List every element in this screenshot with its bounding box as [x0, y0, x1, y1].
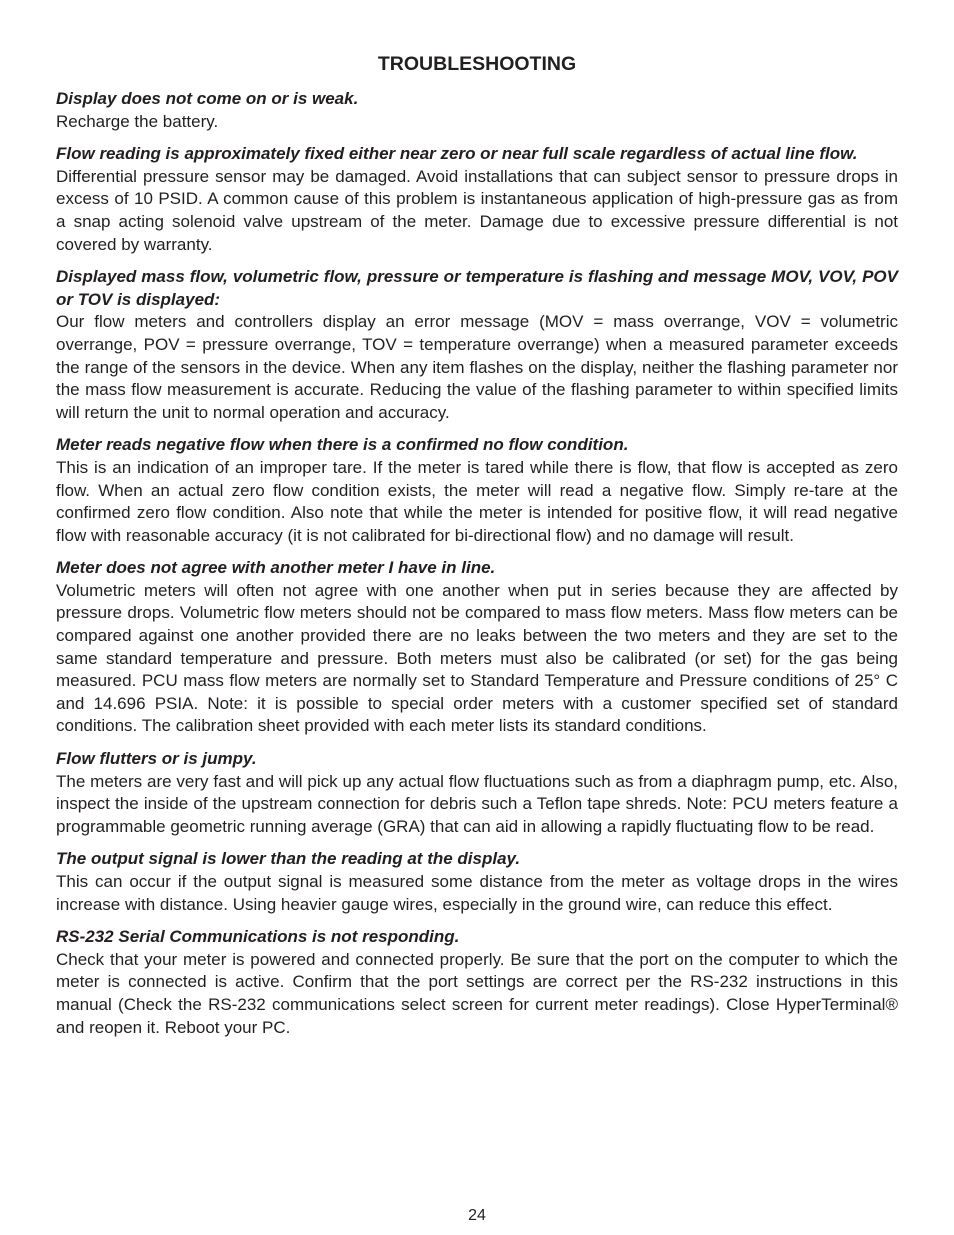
section-question: Displayed mass flow, volumetric flow, pressure or temperature is flashing and message MOV, VOV, POV or TOV is displayed:	[56, 267, 898, 309]
page-title: TROUBLESHOOTING	[377, 53, 577, 75]
page-number: 24	[468, 1207, 486, 1224]
section-answer: Recharge the battery.	[56, 111, 219, 131]
section-answer: Our flow meters and controllers display an error message (MOV = mass overrange, VOV = volumetric overrange, POV = pressure overrange, TOV = temperature overrange) when a measured parameter exceeds the range of the sensors in the device. When any item flashes on the display, neither the flashing parameter nor the mass flow measurement is accurate. Reducing the value of the flashing parameter to within specified limits will return the unit to normal operation and accuracy.	[56, 312, 898, 422]
section-question: Flow reading is approximately fixed either near zero or near full scale regardless of actual line flow.	[56, 144, 858, 164]
section-answer: This can occur if the output signal is measured some distance from the meter as voltage drops in the wires increase with distance. Using heavier gauge wires, especially in the ground wire, can reduce this effect.	[56, 872, 898, 914]
section-question: Meter does not agree with another meter I have in line.	[56, 558, 496, 578]
section-answer: Volumetric meters will often not agree with one another when put in series because they are affected by pressure drops. Volumetric flow meters should not be compared to mass flow meters. Mass flow meters can be compared against one another provided there are no leaks between the two meters and they are set to the same standard temperature and pressure. Both meters must also be calibrated (or set) for the gas being measured. PCU mass flow meters are normally set to Standard Temperature and Pressure conditions of 25° C and 14.696 PSIA. Note: it is possible to special order meters with a customer specified set of standard conditions. The calibration sheet provided with each meter lists its standard conditions.	[56, 580, 898, 736]
section-question: Display does not come on or is weak.	[56, 89, 359, 108]
troubleshooting-section-negative-flow	[56, 434, 898, 547]
troubleshooting-section-rs232	[56, 926, 898, 1039]
section-question: Meter reads negative flow when there is a confirmed no flow condition.	[56, 435, 629, 455]
section-answer: This is an indication of an improper tare. If the meter is tared while there is flow, that flow is accepted as zero flow. When an actual zero flow condition exists, the meter will read a negative flow. Simply re-tare at the confirmed zero flow condition. Also note that while the meter is intended for positive flow, it will read negative flow with reasonable accuracy (it is not calibrated for bi-directional flow) and no damage will result.	[56, 457, 898, 545]
section-answer: Check that your meter is powered and connected properly. Be sure that the port on the computer to which the meter is connected is active. Confirm that the port settings are correct per the RS-232 instructions in this manual (Check the RS-232 communications select screen for current meter readings). Close HyperTerminal® and reopen it. Reboot your PC.	[56, 949, 898, 1037]
section-answer: The meters are very fast and will pick up any actual flow fluctuations such as from a diaphragm pump, etc. Also, inspect the inside of the upstream connection for debris such a Teflon tape shreds. Note: PCU meters feature a programmable geometric running average (GRA) that can aid in allowing a rapidly fluctuating flow to be read.	[56, 771, 898, 836]
troubleshooting-section-overrange-flashing	[56, 266, 898, 424]
troubleshooting-section-meter-disagree	[56, 557, 898, 738]
troubleshooting-page	[56, 52, 898, 1049]
section-question: Flow flutters or is jumpy.	[56, 749, 257, 769]
section-question: The output signal is lower than the reading at the display.	[56, 849, 521, 869]
troubleshooting-section-output-signal	[56, 848, 898, 916]
section-question: RS-232 Serial Communications is not responding.	[56, 927, 460, 947]
section-answer: Differential pressure sensor may be damaged. Avoid installations that can subject sensor to pressure drops in excess of 10 PSID. A common cause of this problem is instantaneous application of high-pressure gas as from a snap acting solenoid valve upstream of the meter. Damage due to excessive pressure differential is not covered by warranty.	[56, 166, 898, 254]
troubleshooting-section-display-weak	[56, 88, 898, 133]
troubleshooting-section-fixed-reading	[56, 143, 898, 256]
troubleshooting-section-flow-flutters	[56, 748, 898, 838]
